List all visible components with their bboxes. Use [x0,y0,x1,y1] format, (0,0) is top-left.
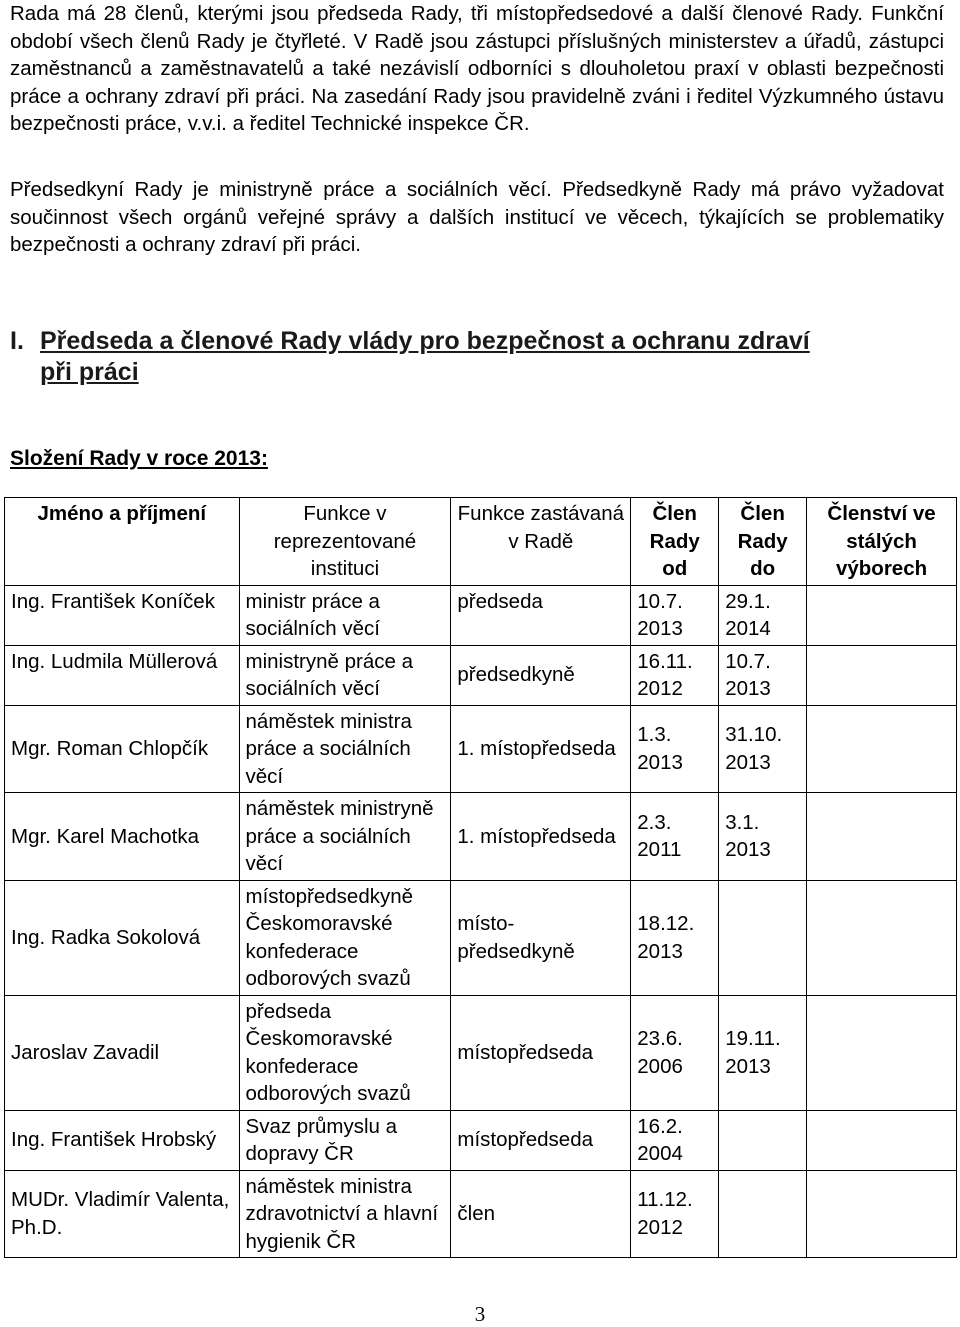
cell-role: předseda [451,585,631,645]
cell-committees [807,645,957,705]
cell-committees [807,880,957,995]
table-subtitle: Složení Rady v roce 2013: [10,447,268,470]
cell-name: Ing. Radka Sokolová [5,880,240,995]
cell-institution: místopředsedkyně Českomoravské konfederace odborových svazů [239,880,451,995]
section-heading [10,326,940,388]
cell-from: 1.3. 2013 [631,705,719,793]
cell-name: Ing. František Koníček [5,585,240,645]
cell-to: 10.7. 2013 [719,645,807,705]
cell-from: 16.2. 2004 [631,1110,719,1170]
cell-role: místopředseda [451,995,631,1110]
cell-institution: ministr práce a sociálních věcí [239,585,451,645]
table-row [5,1110,957,1170]
cell-name: Ing. Ludmila Müllerová [5,645,240,705]
table-row [5,995,957,1110]
cell-from: 18.12. 2013 [631,880,719,995]
table-row [5,1170,957,1258]
table-row [5,880,957,995]
cell-to: 19.11. 2013 [719,995,807,1110]
cell-to: 31.10. 2013 [719,705,807,793]
cell-from: 10.7. 2013 [631,585,719,645]
table-row [5,705,957,793]
cell-institution: náměstek ministryně práce a sociálních věcí [239,793,451,881]
table-header-row [5,498,957,586]
page-number: 3 [474,1302,486,1326]
cell-committees [807,585,957,645]
cell-role: 1. místopředseda [451,705,631,793]
header-from: Člen Rady od [631,498,719,586]
cell-committees [807,705,957,793]
cell-role: předsedkyně [451,645,631,705]
cell-to: 29.1. 2014 [719,585,807,645]
header-to: Člen Rady do [719,498,807,586]
header-institution: Funkce v reprezentované instituci [239,498,451,586]
cell-name: Jaroslav Zavadil [5,995,240,1110]
cell-committees [807,1110,957,1170]
cell-name: MUDr. Vladimír Valenta, Ph.D. [5,1170,240,1258]
members-table [4,497,957,1258]
cell-name: Mgr. Karel Machotka [5,793,240,881]
table-row [5,645,957,705]
cell-committees [807,793,957,881]
table-row [5,793,957,881]
cell-role: člen [451,1170,631,1258]
cell-to [719,1110,807,1170]
cell-to [719,880,807,995]
table-row [5,585,957,645]
cell-name: Ing. František Hrobský [5,1110,240,1170]
cell-institution: Svaz průmyslu a dopravy ČR [239,1110,451,1170]
cell-institution: náměstek ministra zdravotnictví a hlavní hygienik ČR [239,1170,451,1258]
cell-institution: ministryně práce a sociálních věcí [239,645,451,705]
cell-committees [807,995,957,1110]
chair-paragraph: Předsedkyní Rady je ministryně práce a sociálních věcí. Předsedkyně Rady má právo vyžadovat součinnost všech orgánů veřejné správy a dalších institucí ve věcech, týkajících se problematiky bezpečnosti a ochrany zdraví při práci. [10,178,944,257]
cell-committees [807,1170,957,1258]
cell-to: 3.1. 2013 [719,793,807,881]
header-role: Funkce zastávaná v Radě [451,498,631,586]
section-title-line2: při práci [40,358,139,386]
cell-role: místo- předsedkyně [451,880,631,995]
cell-name: Mgr. Roman Chlopčík [5,705,240,793]
section-title-line1: Předseda a členové Rady vlády pro bezpečnost a ochranu zdraví [40,327,810,355]
cell-institution: náměstek ministra práce a sociálních věcí [239,705,451,793]
intro-paragraph: Rada má 28 členů, kterými jsou předseda Rady, tři místopředsedové a další členové Rady. Funkční období všech členů Rady je čtyřleté. V Radě jsou zástupci příslušných ministerstev a úřadů, zástupci zaměstnanců a zaměstnavatelů a také nezávislí odborníci s dlouholetou praxí v oblasti bezpečnosti práce a ochrany zdraví při práci. Na zasedání Rady jsou pravidelně zváni i ředitel Výzkumného ústavu bezpečnosti práce, v.v.i. a ředitel Technické inspekce ČR. [10,2,944,136]
cell-from: 23.6. 2006 [631,995,719,1110]
header-committees: Členství ve stálých výborech [807,498,957,586]
cell-from: 11.12. 2012 [631,1170,719,1258]
cell-role: 1. místopředseda [451,793,631,881]
cell-institution: předseda Českomoravské konfederace odborových svazů [239,995,451,1110]
cell-from: 16.11. 2012 [631,645,719,705]
cell-to [719,1170,807,1258]
cell-from: 2.3. 2011 [631,793,719,881]
header-name: Jméno a příjmení [5,498,240,586]
cell-role: místopředseda [451,1110,631,1170]
section-number: I. [10,327,24,355]
